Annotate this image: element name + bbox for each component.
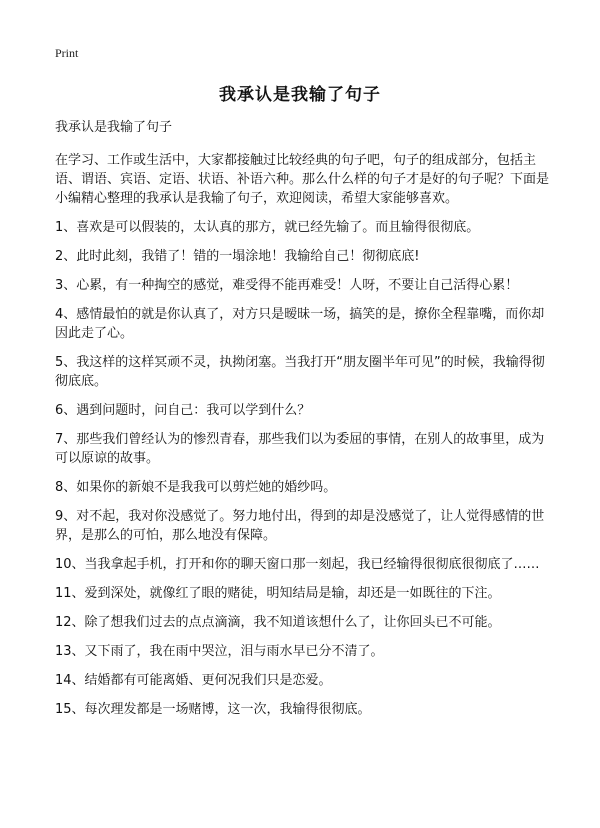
list-item: 3、心累，有一种掏空的感觉，难受得不能再难受！人呀，不要让自己活得心累！ xyxy=(55,278,519,293)
article-body xyxy=(55,118,555,729)
list-item: 5、我这样的这样冥顽不灵，执拗闭塞。当我打开“朋友圈半年可见”的时候，我输得彻彻底底。 xyxy=(55,355,545,389)
list-item: 2、此时此刻，我错了！错的一塌涂地！我输给自己！彻彻底底! xyxy=(55,249,420,264)
list-item: 13、又下雨了，我在雨中哭泣，泪与雨水早已分不清了。 xyxy=(55,644,384,659)
list-item: 12、除了想我们过去的点点滴滴，我不知道该想什么了，让你回头已不可能。 xyxy=(55,615,501,630)
list-item: 6、遇到问题时，问自己：我可以学到什么？ xyxy=(55,403,311,418)
list-item: 4、感情最怕的就是你认真了，对方只是暧昧一场，搞笑的是，撩你全程靠嘴，而你却因此走了心。 xyxy=(55,307,545,341)
list-item: 15、每次理发都是一场赌博，这一次，我输得很彻底。 xyxy=(55,702,371,717)
list-item: 9、对不起，我对你没感觉了。努力地付出，得到的却是没感觉了，让人觉得感情的世界，是那么的可怕，那么地没有保障。 xyxy=(55,509,545,543)
article-intro: 在学习、工作或生活中，大家都接触过比较经典的句子吧，句子的组成部分，包括主语、谓语、宾语、定语、状语、补语六种。那么什么样的句子才是好的句子呢？下面是小编精心整理的我承认是我输了句子，欢迎阅读，希望大家能够喜欢。 xyxy=(55,153,550,206)
list-item: 14、结婚都有可能离婚、更何况我们只是恋爱。 xyxy=(55,673,332,688)
print-link[interactable]: Print xyxy=(55,46,79,60)
list-item: 10、当我拿起手机，打开和你的聊天窗口那一刻起，我已经输得很彻底很彻底了…… xyxy=(55,557,540,572)
list-item: 7、那些我们曾经认为的惨烈青春，那些我们以为委屈的事情，在别人的故事里，成为可以原谅的故事。 xyxy=(55,432,545,466)
list-item: 11、爱到深处，就像红了眼的赌徒，明知结局是输，却还是一如既往的下注。 xyxy=(55,586,501,601)
list-item: 8、如果你的新娘不是我我可以剪烂她的婚纱吗。 xyxy=(55,480,337,495)
list-item: 1、喜欢是可以假装的，太认真的那方，就已经先输了。而且输得很彻底。 xyxy=(55,220,480,235)
article-subtitle: 我承认是我输了句子 xyxy=(55,120,173,135)
page-title: 我承认是我输了句子 xyxy=(219,85,381,105)
